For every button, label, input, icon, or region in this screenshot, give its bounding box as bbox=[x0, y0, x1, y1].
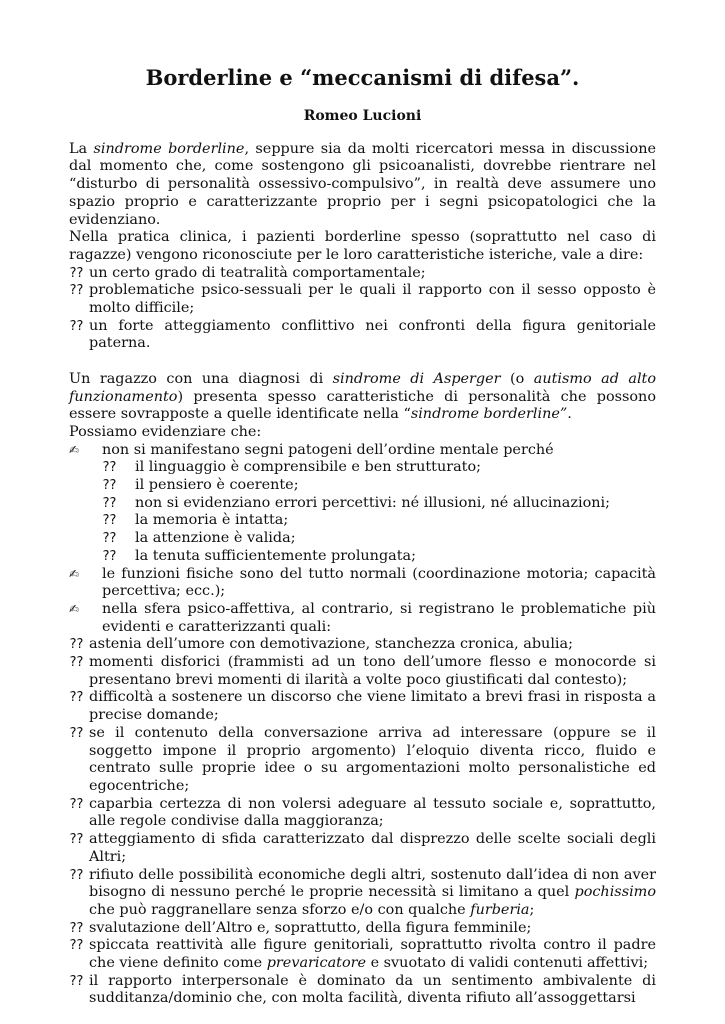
list-item-text: problematiche psico-sessuali per le quali il rapporto con il sesso opposto è molto difficile; bbox=[89, 282, 656, 317]
bullet-marker: ?? bbox=[69, 796, 83, 812]
list-item-text: nella sfera psico-affettiva, al contrario, si registrano le problematiche più evidenti e caratterizzanti quali: bbox=[102, 600, 656, 635]
list-item-text: non si manifestano segni patogeni dell’ordine mentale perché bbox=[102, 441, 554, 458]
writing-hand-icon: ✍ bbox=[69, 442, 78, 457]
writing-hand-icon: ✍ bbox=[69, 601, 78, 616]
list-item-text: se il contenuto della conversazione arriva ad interessare (oppure se il soggetto impone il proprio argomento) l’eloquio diventa ricco, fluido e centrato sulle proprie idee o su argomentazioni molto personalistiche ed egocentriche; bbox=[89, 724, 656, 794]
sub-list-item bbox=[69, 548, 656, 566]
list-item bbox=[69, 654, 656, 689]
list-item bbox=[69, 831, 656, 866]
sub-list-item bbox=[69, 530, 656, 548]
list-item bbox=[69, 566, 656, 601]
list-item bbox=[69, 937, 656, 972]
text-span: e svuotato di validi contenuti affettivi; bbox=[366, 955, 649, 972]
text-span: rifiuto delle possibilità economiche degli altri, sostenuto dall’idea di non aver bisogno di nessuno perché le proprie necessità si limitano a quel bbox=[89, 866, 656, 901]
bullet-marker: ?? bbox=[69, 920, 83, 936]
list-item bbox=[69, 265, 656, 283]
list-item bbox=[69, 973, 656, 1008]
text-span: La bbox=[69, 140, 94, 157]
text-span: (o bbox=[500, 370, 534, 387]
list-item bbox=[69, 867, 656, 920]
list-item-text: il linguaggio è comprensibile e ben strutturato; bbox=[135, 459, 481, 476]
emphasis-text: pochissimo bbox=[574, 884, 656, 901]
list-item-text: non si evidenziano errori percettivi: né illusioni, né allucinazioni; bbox=[135, 494, 610, 511]
text-span: . bbox=[567, 406, 572, 423]
emphasis-text: autismo ad alto funzionamento bbox=[69, 370, 656, 405]
list-item bbox=[69, 601, 656, 636]
bullet-marker: ?? bbox=[69, 283, 83, 299]
list-item bbox=[69, 318, 656, 353]
list-item-text: difficoltà a sostenere un discorso che viene limitato a brevi frasi in risposta a precise domande; bbox=[89, 689, 656, 724]
bullet-marker: ?? bbox=[69, 690, 83, 706]
bullet-marker: ?? bbox=[69, 265, 83, 281]
paragraph-spacer bbox=[69, 353, 656, 371]
list-item-text: un forte atteggiamento conflittivo nei confronti della figura genitoriale paterna. bbox=[89, 317, 656, 352]
list-item-text: la tenuta sufficientemente prolungata; bbox=[135, 547, 416, 564]
paragraph-clinical: Nella pratica clinica, i pazienti borderline spesso (soprattutto nel caso di ragazze) vengono riconosciute per le loro caratteristiche isteriche, vale a dire: bbox=[69, 229, 656, 263]
emphasis-text: sindrome borderline bbox=[93, 140, 245, 157]
sub-list-item bbox=[69, 459, 656, 477]
list-item bbox=[69, 442, 656, 460]
list-item-text: momenti disforici (frammisti ad un tono dell’umore flesso e monocorde si presentano brevi momenti di ilarità a volte poco giustificati dal contesto); bbox=[89, 654, 656, 688]
document-page bbox=[69, 64, 656, 1008]
emphasis-text: furberia bbox=[470, 901, 530, 918]
bullet-marker: ?? bbox=[69, 973, 83, 989]
list-item-text: il pensiero è coerente; bbox=[135, 477, 299, 494]
bullet-marker: ?? bbox=[102, 495, 116, 511]
list-item bbox=[69, 689, 656, 724]
text-span: Un ragazzo con una diagnosi di bbox=[69, 370, 333, 387]
text-span: spiccata reattività alle figure genitoriali, soprattutto rivolta contro il padre che viene definito come bbox=[89, 937, 656, 972]
bullet-marker: ?? bbox=[69, 867, 83, 883]
sub-list-item bbox=[69, 477, 656, 495]
text-span: ; bbox=[529, 901, 535, 918]
emphasis-text: prevaricatore bbox=[266, 955, 366, 972]
list-item-text: la attenzione è valida; bbox=[135, 530, 296, 547]
paragraph-asperger bbox=[69, 371, 656, 424]
document-title: Borderline e “meccanismi di difesa”. bbox=[145, 65, 580, 90]
bullet-marker: ?? bbox=[69, 318, 83, 334]
list-item-text: il rapporto interpersonale è dominato da un sentimento ambivalente di sudditanza/dominio che, con molta facilità, diventa rifiuto all’assoggettarsi bbox=[89, 972, 656, 1007]
emphasis-text: sindrome borderline” bbox=[410, 406, 568, 423]
list-item-text bbox=[89, 867, 656, 920]
text-span: , seppure sia da molti ricercatori messa in discussione dal momento che, come sostengono gli psicoanalisti, dovrebbe rientrare nel “disturbo di personalità ossessivo-compulsivo”, in realtà deve assumere uno spazio proprio e caratterizzante proprio per i segni psicopatologici che la evidenziano. bbox=[69, 140, 656, 228]
list-item-text: un certo grado di teatralità comportamentale; bbox=[89, 264, 426, 281]
list-item-text: astenia dell’umore con demotivazione, stanchezza cronica, abulia; bbox=[89, 636, 573, 653]
bullet-marker: ?? bbox=[102, 531, 116, 547]
list-item bbox=[69, 796, 656, 831]
list-item-text: le funzioni fisiche sono del tutto normali (coordinazione motoria; capacità percettiva; ecc.); bbox=[102, 565, 656, 600]
bullet-marker: ?? bbox=[69, 637, 83, 653]
list-item bbox=[69, 920, 656, 938]
emphasis-text: sindrome di Asperger bbox=[332, 370, 501, 387]
list-item-text: svalutazione dell’Altro e, soprattutto, della figura femminile; bbox=[89, 919, 532, 936]
sub-list-item bbox=[69, 512, 656, 530]
list-item bbox=[69, 636, 656, 654]
list-item bbox=[69, 725, 656, 796]
paragraph-evidenziare: Possiamo evidenziare che: bbox=[69, 423, 262, 440]
author-name: Romeo Lucioni bbox=[303, 108, 422, 124]
bullet-marker: ?? bbox=[102, 513, 116, 529]
sub-list-item bbox=[69, 495, 656, 513]
paragraph-intro bbox=[69, 141, 656, 230]
list-item-text bbox=[89, 937, 656, 972]
bullet-marker: ?? bbox=[102, 478, 116, 494]
bullet-marker: ?? bbox=[69, 725, 83, 741]
bullet-marker: ?? bbox=[69, 832, 83, 848]
list-item-text: caparbia certezza di non volersi adeguare al tessuto sociale e, soprattutto, alle regole condivise dalla maggioranza; bbox=[89, 795, 656, 830]
list-item bbox=[69, 282, 656, 317]
text-span: ) presenta spesso caratteristiche di personalità che possono essere sovrapposte a quelle identificate nella “ bbox=[69, 388, 656, 423]
bullet-marker: ?? bbox=[102, 460, 116, 476]
bullet-marker: ?? bbox=[102, 548, 116, 564]
list-item-text: la memoria è intatta; bbox=[135, 512, 289, 529]
bullet-marker: ?? bbox=[69, 655, 83, 671]
list-item-text: atteggiamento di sfida caratterizzato dal disprezzo delle scelte sociali degli Altri; bbox=[89, 831, 656, 865]
bullet-marker: ?? bbox=[69, 938, 83, 954]
writing-hand-icon: ✍ bbox=[69, 566, 78, 581]
text-span: che può raggranellare senza sforzo e/o con qualche bbox=[89, 901, 471, 918]
